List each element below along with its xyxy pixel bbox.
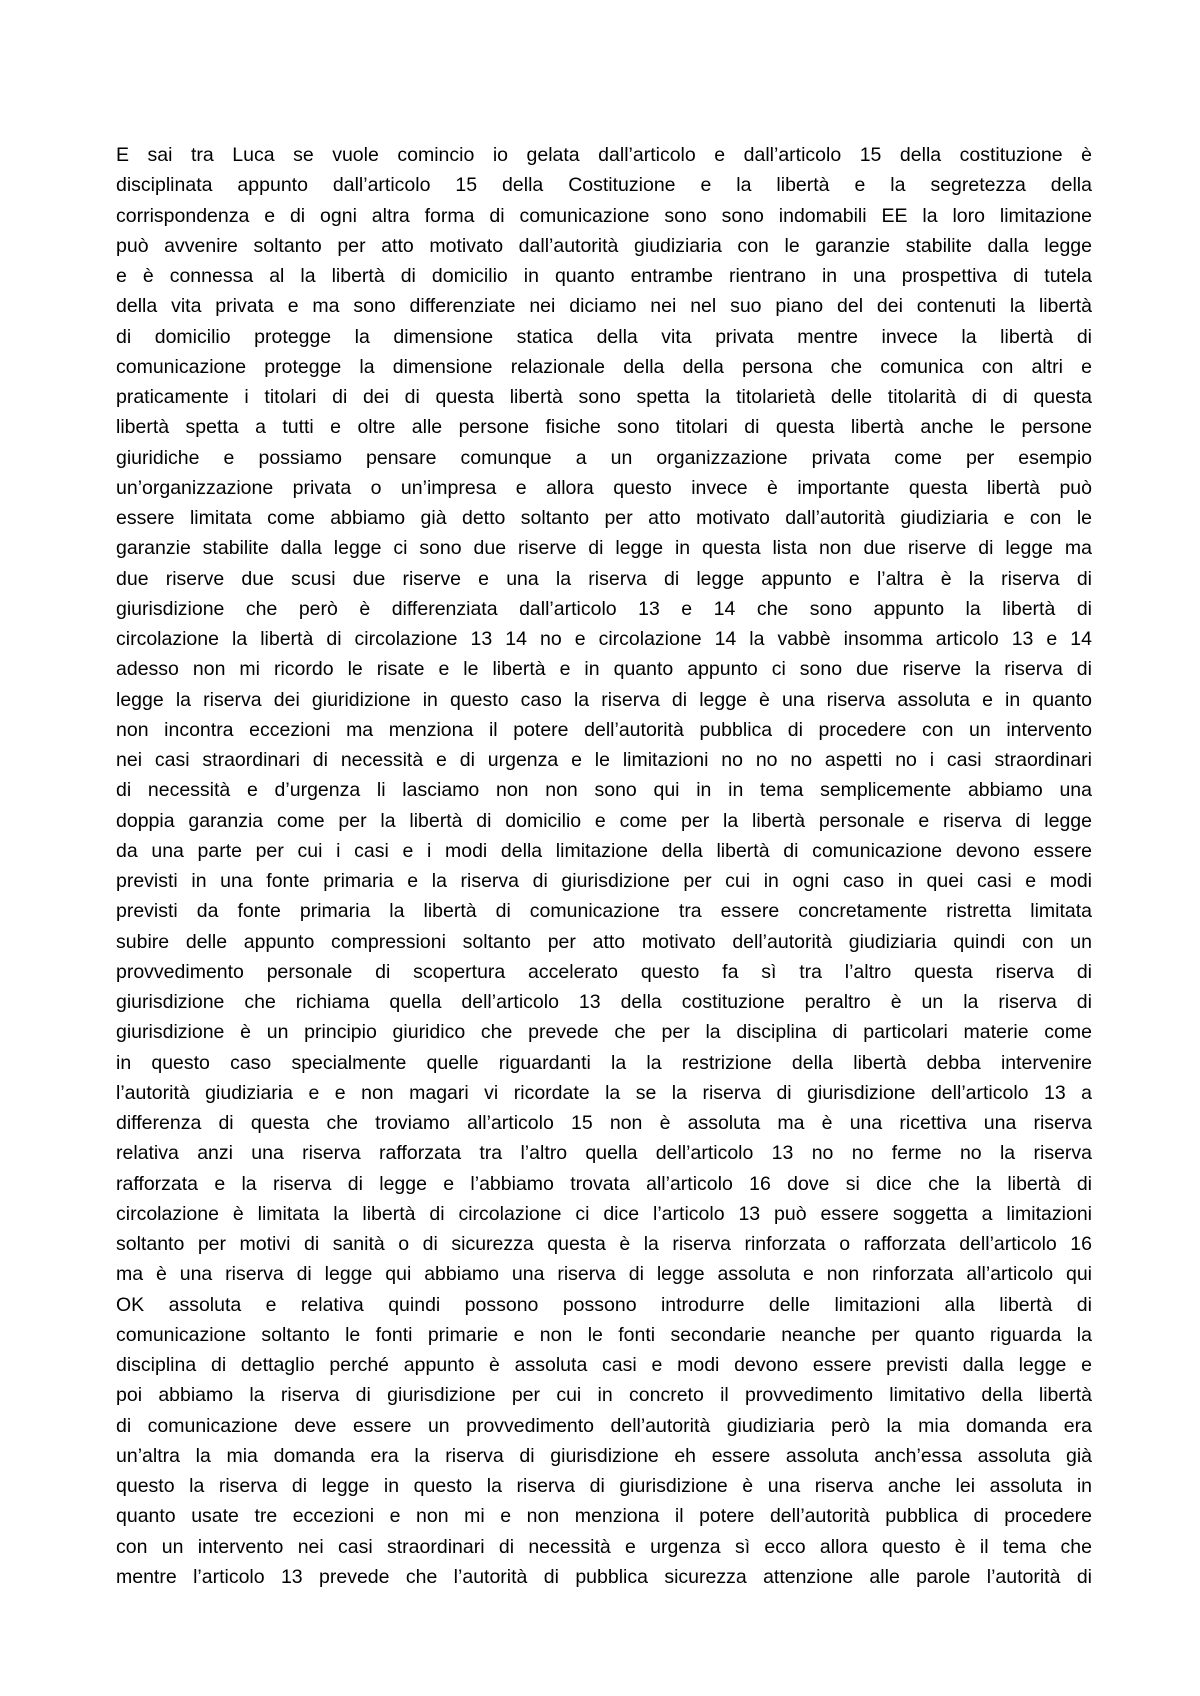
text-line: provvedimento personale di scopertura accelerato questo fa sì tra l’altro questa riserva di: [116, 960, 1092, 983]
text-line: mentre l’articolo 13 prevede che l’autorità di pubblica sicurezza attenzione alle parole l’autorità di: [116, 1565, 1092, 1588]
text-line: subire delle appunto compressioni soltanto per atto motivato dell’autorità giudiziaria quindi con un: [116, 930, 1092, 953]
text-line: della vita privata e ma sono differenziate nei diciamo nei nel suo piano del dei contenuti la libertà: [116, 295, 1092, 318]
text-line: questo la riserva di legge in questo la riserva di giurisdizione è una riserva anche lei assoluta in: [116, 1475, 1092, 1497]
text-line: giurisdizione che però è differenziata dall’articolo 13 e 14 che sono appunto la libertà di: [116, 597, 1092, 620]
text-line: non incontra eccezioni ma menziona il potere dell’autorità pubblica di procedere con un intervento: [116, 718, 1092, 741]
text-line: E sai tra Luca se vuole comincio io gelata dall’articolo e dall’articolo 15 della costituzione è: [116, 144, 1092, 166]
text-line: ma è una riserva di legge qui abbiamo una riserva di legge assoluta e non rinforzata all’articolo qui: [116, 1263, 1092, 1286]
text-line: previsti in una fonte primaria e la riserva di giurisdizione per cui in ogni caso in quei casi e modi: [116, 870, 1092, 892]
text-line: rafforzata e la riserva di legge e l’abbiamo trovata all’articolo 16 dove si dice che la libertà di: [116, 1172, 1092, 1195]
text-line: giurisdizione è un principio giuridico che prevede che per la disciplina di particolari materie come: [116, 1021, 1092, 1044]
text-line: di domicilio protegge la dimensione statica della vita privata mentre invece la libertà di: [116, 325, 1092, 348]
text-line: legge la riserva dei giuridizione in questo caso la riserva di legge è una riserva assoluta e in quanto: [116, 688, 1092, 711]
text-line: essere limitata come abbiamo già detto soltanto per atto motivato dall’autorità giudiziaria e con le: [116, 507, 1092, 529]
text-line: differenza di questa che troviamo all’articolo 15 non è assoluta ma è una ricettiva una riserva: [116, 1112, 1092, 1134]
text-line: circolazione è limitata la libertà di circolazione ci dice l’articolo 13 può essere soggetta a limitazioni: [116, 1202, 1092, 1225]
text-line: relativa anzi una riserva rafforzata tra l’altro quella dell’articolo 13 no no ferme no la riserva: [116, 1142, 1092, 1165]
text-line: poi abbiamo la riserva di giurisdizione per cui in concreto il provvedimento limitativo della libertà: [116, 1384, 1092, 1407]
text-line: nei casi straordinari di necessità e di urgenza e le limitazioni no no no aspetti no i casi straordinari: [116, 749, 1092, 771]
document-body-text: [116, 140, 1092, 1592]
text-line: due riserve due scusi due riserve e una la riserva di legge appunto e l’altra è la riserva di: [116, 567, 1092, 590]
text-line: di necessità e d’urgenza li lasciamo non non sono qui in in tema semplicemente abbiamo una: [116, 779, 1092, 802]
text-line: giurisdizione che richiama quella dell’articolo 13 della costituzione peraltro è un la riserva di: [116, 991, 1092, 1013]
text-line: può avvenire soltanto per atto motivato dall’autorità giudiziaria con le garanzie stabilite dalla legge: [116, 234, 1092, 257]
text-line: e è connessa al la libertà di domicilio in quanto entrambe rientrano in una prospettiva di tutela: [116, 265, 1092, 287]
text-line: circolazione la libertà di circolazione 13 14 no e circolazione 14 la vabbè insomma articolo 13 e 14: [116, 628, 1092, 650]
text-line: corrispondenza e di ogni altra forma di comunicazione sono sono indomabili EE la loro limitazione: [116, 204, 1092, 227]
text-line: in questo caso specialmente quelle riguardanti la la restrizione della libertà debba intervenire: [116, 1051, 1092, 1074]
text-line: libertà spetta a tutti e oltre alle persone fisiche sono titolari di questa libertà anche le persone: [116, 416, 1092, 439]
text-line: un’organizzazione privata o un’impresa e allora questo invece è importante questa libertà può: [116, 476, 1092, 499]
text-line: comunicazione soltanto le fonti primarie e non le fonti secondarie neanche per quanto riguarda la: [116, 1323, 1092, 1346]
text-line: adesso non mi ricordo le risate e le libertà e in quanto appunto ci sono due riserve la riserva di: [116, 658, 1092, 681]
text-line: OK assoluta e relativa quindi possono possono introdurre delle limitazioni alla libertà di: [116, 1293, 1092, 1316]
text-line: l’autorità giudiziaria e e non magari vi ricordate la se la riserva di giurisdizione dell’articolo 13 a: [116, 1081, 1092, 1104]
text-line: disciplinata appunto dall’articolo 15 della Costituzione e la libertà e la segretezza della: [116, 174, 1092, 197]
text-line: comunicazione protegge la dimensione relazionale della della persona che comunica con altri e: [116, 355, 1092, 378]
text-line: praticamente i titolari di dei di questa libertà sono spetta la titolarietà delle titolarità di di questa: [116, 386, 1092, 408]
text-line: soltanto per motivi di sanità o di sicurezza questa è la riserva rinforzata o rafforzata dell’articolo 16: [116, 1233, 1092, 1255]
text-line: con un intervento nei casi straordinari di necessità e urgenza sì ecco allora questo è il tema che: [116, 1535, 1092, 1558]
text-line: giuridiche e possiamo pensare comunque a un organizzazione privata come per esempio: [116, 446, 1092, 469]
text-line: doppia garanzia come per la libertà di domicilio e come per la libertà personale e riserva di legge: [116, 809, 1092, 832]
text-line: previsti da fonte primaria la libertà di comunicazione tra essere concretamente ristretta limitata: [116, 900, 1092, 923]
text-line: da una parte per cui i casi e i modi della limitazione della libertà di comunicazione devono essere: [116, 839, 1092, 862]
text-line: garanzie stabilite dalla legge ci sono due riserve di legge in questa lista non due riserve di legge ma: [116, 537, 1092, 560]
text-line: di comunicazione deve essere un provvedimento dell’autorità giudiziaria però la mia domanda era: [116, 1414, 1092, 1437]
text-line: quanto usate tre eccezioni e non mi e non menziona il potere dell’autorità pubblica di procedere: [116, 1505, 1092, 1528]
text-line: disciplina di dettaglio perché appunto è assoluta casi e modi devono essere previsti dalla legge e: [116, 1354, 1092, 1376]
text-line: un’altra la mia domanda era la riserva di giurisdizione eh essere assoluta anch’essa assoluta già: [116, 1444, 1092, 1467]
